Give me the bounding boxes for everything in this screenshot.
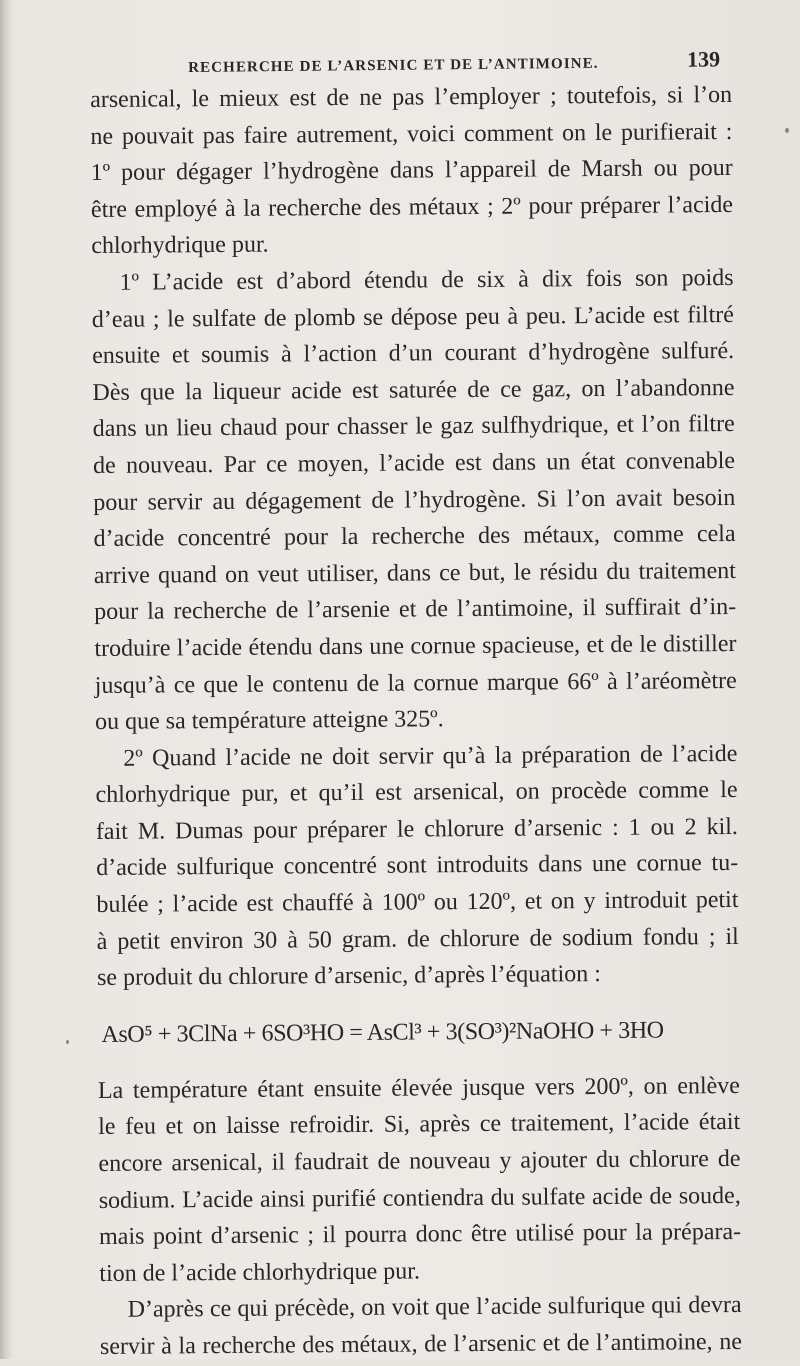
text-line: Dès que la liqueur acide est saturée de ce gaz, on l’abandonne xyxy=(92,374,735,406)
text-line: servir à la recherche des métaux, de l’arsenic et de l’antimoine, ne xyxy=(99,1328,743,1360)
text-line: ne pouvait pas faire autrement, voici comment on le purifierait : xyxy=(90,118,733,150)
text-line: d’acide sulfurique concentré sont introduits dans une cornue tu- xyxy=(96,850,739,882)
ink-speck xyxy=(66,1040,69,1044)
body-text xyxy=(90,77,742,1366)
text-line: 1º pour dégager l’hydrogène dans l’appareil de Marsh ou pour xyxy=(90,155,733,187)
chemical-equation: AsO⁵ + 3ClNa + 6SO³HO = AsCl³ + 3(SO³)²NaOHO + 3HO xyxy=(101,1017,664,1048)
text-line: 2º Quand l’acide ne doit servir qu’à la préparation de l’acide xyxy=(123,740,738,772)
text-line: jusqu’à ce que le contenu de la cornue marque 66º à l’aréomètre xyxy=(94,667,737,699)
text-line: d’acide concentré pour la recherche des métaux, comme cela xyxy=(93,521,736,553)
text-line: arsenical, le mieux est de ne pas l’employer ; toutefois, si l’on xyxy=(90,81,733,113)
text-line: le feu et on laisse refroidir. Si, après ce traitement, l’acide était xyxy=(98,1109,741,1141)
ink-speck xyxy=(785,128,789,133)
text-line: à petit environ 30 à 50 gram. de chlorure de sodium fondu ; il xyxy=(96,923,739,955)
text-line: ensuite et soumis à l’action d’un courant d’hydrogène sulfuré. xyxy=(92,338,735,370)
text-line: ou que sa température atteigne 325º. xyxy=(94,706,444,736)
text-line: bulée ; l’acide est chauffé à 100º ou 120º, et on y introduit petit xyxy=(96,886,739,919)
text-line: de nouveau. Par ce moyen, l’acide est dans un état convenable xyxy=(92,447,736,479)
text-line: être employé à la recherche des métaux ; 2º pour préparer l’acide xyxy=(90,191,734,223)
page-header xyxy=(188,46,720,82)
text-line: pour la recherche de l’arsenie et de l’antimoine, il suffirait d’in- xyxy=(94,594,737,626)
text-line: fait M. Dumas pour préparer le chlorure d’arsenic : 1 ou 2 kil. xyxy=(95,813,738,845)
text-line: arrive quand on veut utiliser, dans ce but, le résidu du traitement xyxy=(93,557,736,589)
text-line: mais point d’arsenic ; il pourra donc être utilisé pour la prépara- xyxy=(98,1219,742,1251)
text-line: chlorhydrique pur, et qu’il est arsenical, on procède comme le xyxy=(95,777,738,809)
text-line: se produit du chlorure d’arsenic, d’après l’équation : xyxy=(96,961,601,992)
running-head: RECHERCHE DE L’ARSENIC ET DE L’ANTIMOINE. xyxy=(188,55,599,76)
page-gutter-shadow xyxy=(0,0,12,1359)
text-line: 1º L’acide est d’abord étendu de six à dix fois son poids xyxy=(119,264,734,296)
text-line: troduire l’acide étendu dans une cornue spacieuse, et de le distiller xyxy=(94,630,737,662)
paragraphs-before-equation xyxy=(90,77,739,997)
page-number: 139 xyxy=(686,46,721,72)
text-line: pour servir au dégagement de l’hydrogène. Si l’on avait besoin xyxy=(93,484,736,516)
text-line: dans un lieu chaud pour chasser le gaz sulfhydrique, et l’on filtre xyxy=(92,411,735,443)
text-line: encore arsenical, il faudrait de nouveau y ajouter du chlorure de xyxy=(98,1145,741,1177)
text-line: sodium. L’acide ainsi purifié contiendra du sulfate acide de soude, xyxy=(98,1182,741,1214)
text-line: D’après ce qui précède, on voit que l’acide sulfurique qui devra xyxy=(127,1292,742,1324)
text-line: La température étant ensuite élevée jusque vers 200º, on enlève xyxy=(97,1072,741,1104)
text-line: chlorhydrique pur. xyxy=(91,231,269,260)
paragraphs-after-equation xyxy=(98,1068,742,1366)
text-line: tion de l’acide chlorhydrique pur. xyxy=(99,1258,421,1287)
text-line: d’eau ; le sulfate de plomb se dépose peu à peu. L’acide est filtré xyxy=(91,301,734,333)
